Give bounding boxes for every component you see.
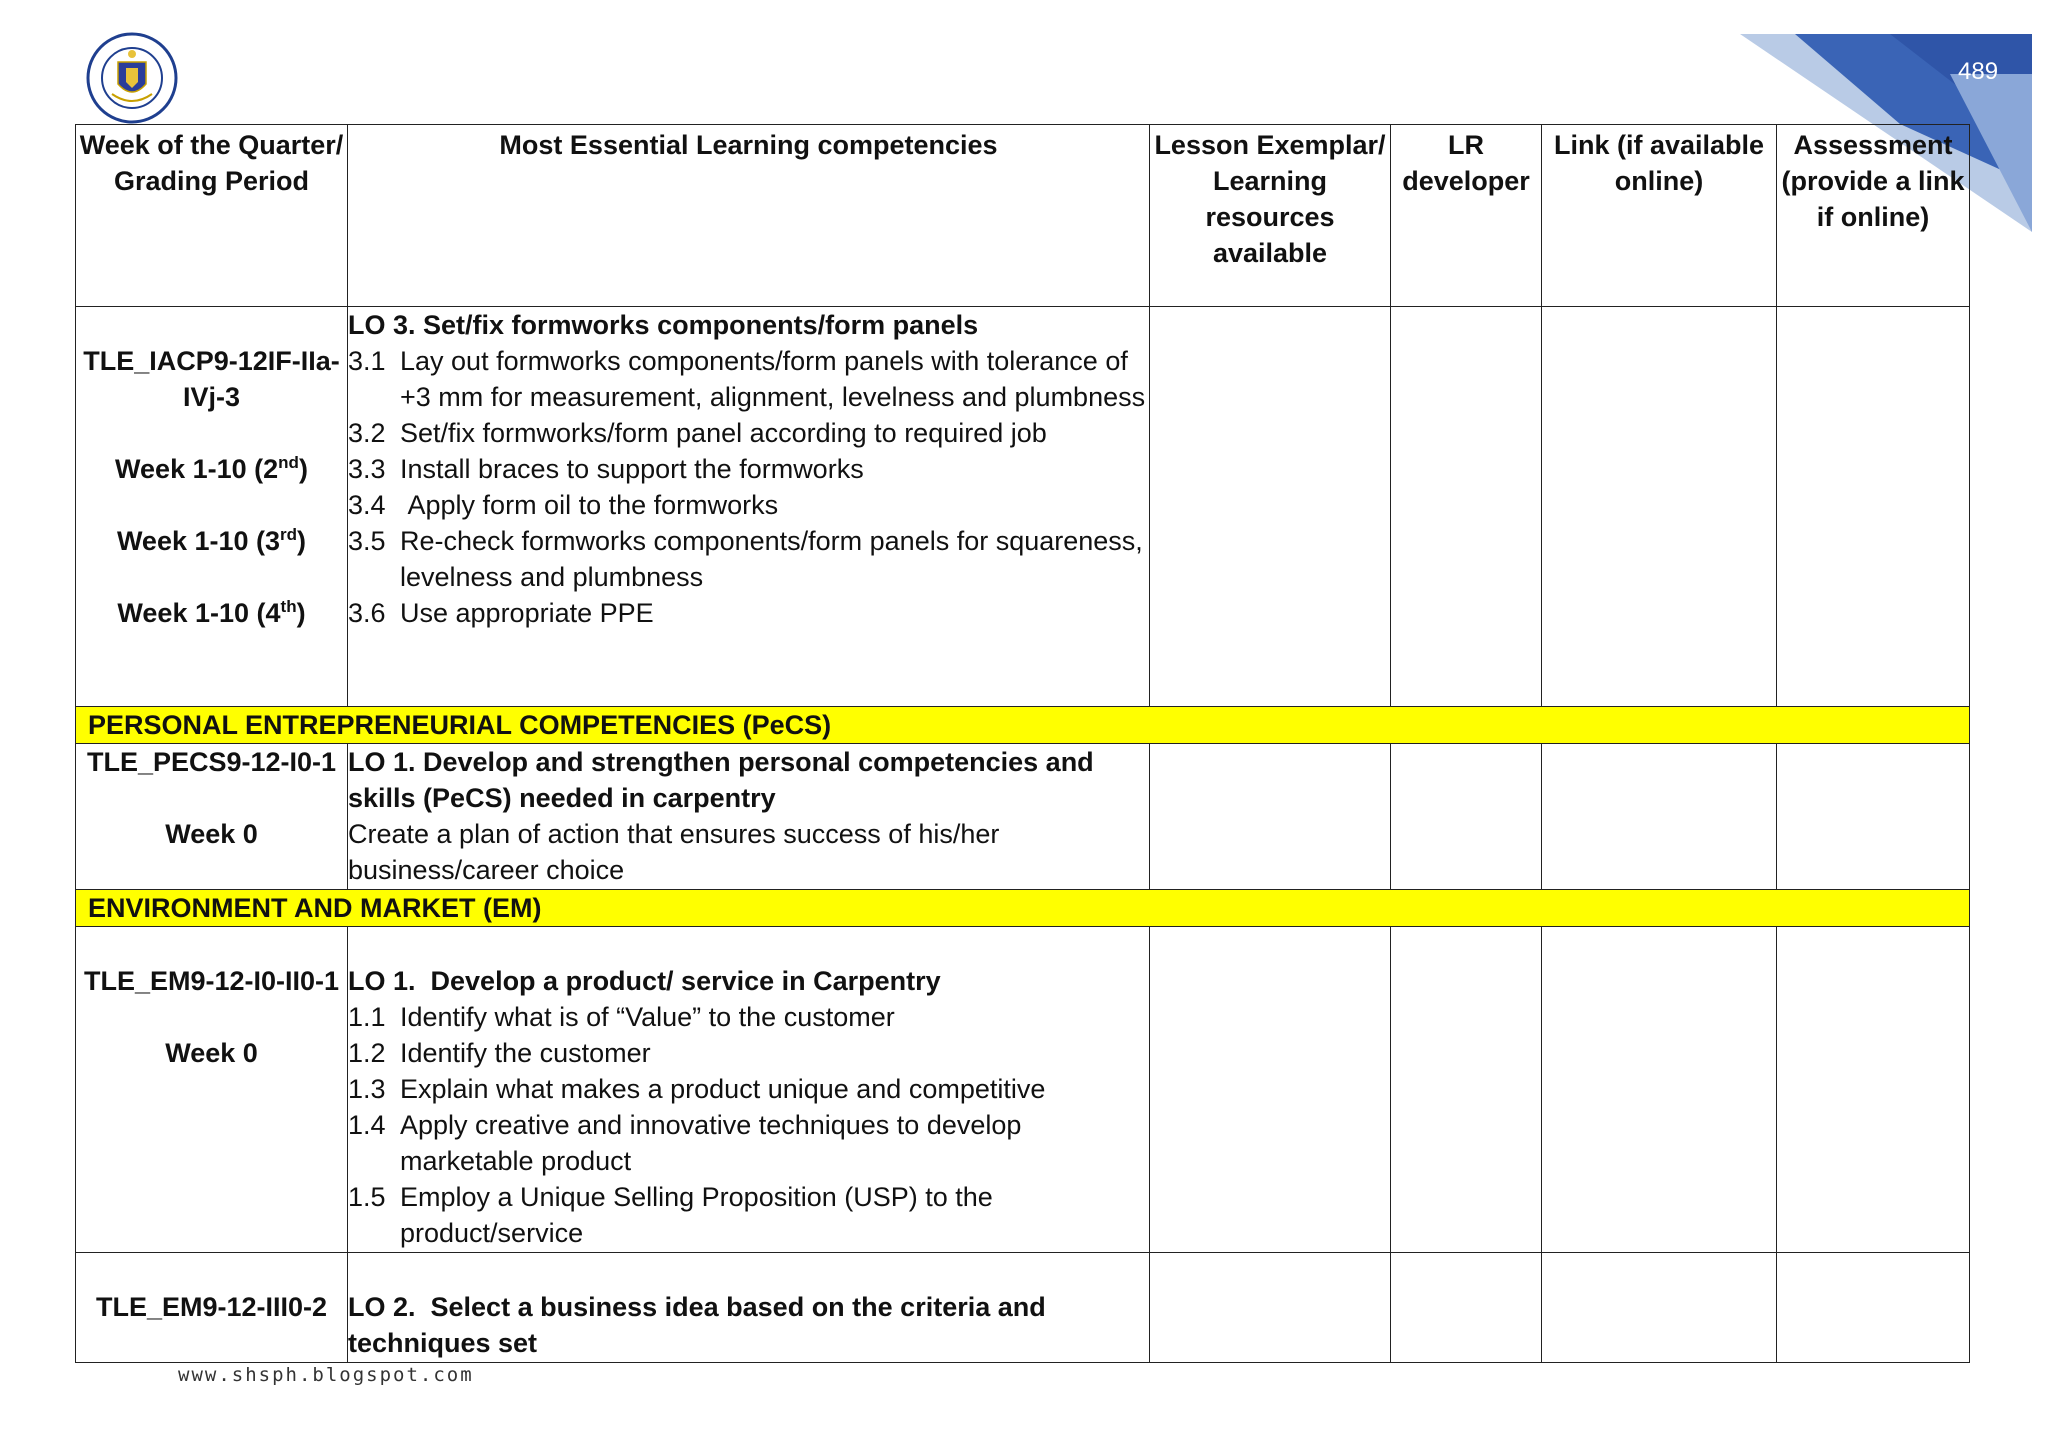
list-item: 3.4 Apply form oil to the formworks bbox=[348, 490, 779, 520]
competency-code: TLE_EM9-12-III0-2 bbox=[95, 1292, 328, 1322]
empty-cell bbox=[1542, 307, 1777, 707]
week-label: Week 1-10 (3rd) bbox=[116, 525, 307, 556]
empty-cell bbox=[1150, 744, 1391, 890]
header-exemplar: Lesson Exemplar/ Learning resources available bbox=[1150, 125, 1391, 307]
week-label: Week 0 bbox=[165, 1038, 258, 1068]
competency-cell bbox=[348, 744, 1150, 890]
empty-cell bbox=[1542, 927, 1777, 1253]
table-row bbox=[76, 744, 1970, 890]
section-row-pecs bbox=[76, 707, 1970, 744]
empty-cell bbox=[1391, 744, 1542, 890]
footer-url: www.shsph.blogspot.com bbox=[178, 1364, 474, 1386]
list-item: 1.4 Apply creative and innovative techniques to develop marketable product bbox=[348, 1110, 1022, 1176]
section-row-em bbox=[76, 890, 1970, 927]
empty-cell bbox=[1777, 927, 1970, 1253]
empty-cell bbox=[1391, 1253, 1542, 1363]
list-item: 1.5 Employ a Unique Selling Proposition (USP) to the product/service bbox=[348, 1182, 993, 1248]
code-cell bbox=[76, 744, 348, 890]
header-lr-developer: LR developer bbox=[1391, 125, 1542, 307]
lo-title: LO 1. Develop a product/ service in Carpentry bbox=[348, 966, 941, 996]
list-item: 3.2 Set/fix formworks/form panel according to required job bbox=[348, 418, 1047, 448]
list-item: 3.1 Lay out formworks components/form panels with tolerance of +3 mm for measurement, alignment, levelness and plumbness bbox=[348, 346, 1146, 412]
empty-cell bbox=[1777, 744, 1970, 890]
list-item: 1.3 Explain what makes a product unique and competitive bbox=[348, 1074, 1046, 1104]
code-cell bbox=[76, 1253, 348, 1363]
empty-cell bbox=[1150, 1253, 1391, 1363]
table-row bbox=[76, 1253, 1970, 1363]
code-cell bbox=[76, 927, 348, 1253]
competency-code: TLE_EM9-12-I0-II0-1 bbox=[83, 966, 340, 996]
competency-cell bbox=[348, 307, 1150, 707]
header-competencies: Most Essential Learning competencies bbox=[348, 125, 1150, 307]
lo-title: LO 1. Develop and strengthen personal competencies and skills (PeCS) needed in carpentry bbox=[348, 747, 1094, 813]
competency-code: TLE_PECS9-12-I0-1 bbox=[86, 747, 337, 777]
list-item: 1.2 Identify the customer bbox=[348, 1038, 651, 1068]
empty-cell bbox=[1150, 307, 1391, 707]
code-cell bbox=[76, 307, 348, 707]
empty-cell bbox=[1542, 1253, 1777, 1363]
list-item: 3.6 Use appropriate PPE bbox=[348, 598, 654, 628]
lo-description: Create a plan of action that ensures success of his/her business/career choice bbox=[348, 819, 1000, 885]
empty-cell bbox=[1777, 307, 1970, 707]
list-item: 3.3 Install braces to support the formworks bbox=[348, 454, 864, 484]
empty-cell bbox=[1391, 307, 1542, 707]
header-assessment: Assessment (provide a link if online) bbox=[1777, 125, 1970, 307]
header-link: Link (if available online) bbox=[1542, 125, 1777, 307]
section-heading: ENVIRONMENT AND MARKET (EM) bbox=[76, 890, 1970, 927]
section-heading: PERSONAL ENTREPRENEURIAL COMPETENCIES (PeCS) bbox=[76, 707, 1970, 744]
table-row bbox=[76, 927, 1970, 1253]
week-label: Week 1-10 (2nd) bbox=[115, 453, 308, 484]
competency-code: TLE_IACP9-12IF-IIa-IVj-3 bbox=[83, 346, 340, 412]
lo-title: LO 2. Select a business idea based on the criteria and techniques set bbox=[348, 1292, 1054, 1358]
competency-cell bbox=[348, 1253, 1150, 1363]
week-label: Week 0 bbox=[165, 819, 258, 849]
header-week: Week of the Quarter/ Grading Period bbox=[76, 125, 348, 307]
list-item: 3.5 Re-check formworks components/form panels for squareness, levelness and plumbness bbox=[348, 526, 1143, 592]
page-number: 489 bbox=[1958, 58, 1999, 85]
list-item: 1.1 Identify what is of “Value” to the customer bbox=[348, 1002, 895, 1032]
week-label: Week 1-10 (4th) bbox=[117, 597, 306, 628]
empty-cell bbox=[1150, 927, 1391, 1253]
empty-cell bbox=[1777, 1253, 1970, 1363]
competency-cell bbox=[348, 927, 1150, 1253]
table-row bbox=[76, 307, 1970, 707]
empty-cell bbox=[1542, 744, 1777, 890]
empty-cell bbox=[1391, 927, 1542, 1253]
table-header-row bbox=[76, 125, 1970, 307]
lo-title: LO 3. Set/fix formworks components/form panels bbox=[348, 310, 979, 340]
competency-table bbox=[75, 124, 1970, 1363]
deped-seal-logo bbox=[86, 32, 178, 124]
